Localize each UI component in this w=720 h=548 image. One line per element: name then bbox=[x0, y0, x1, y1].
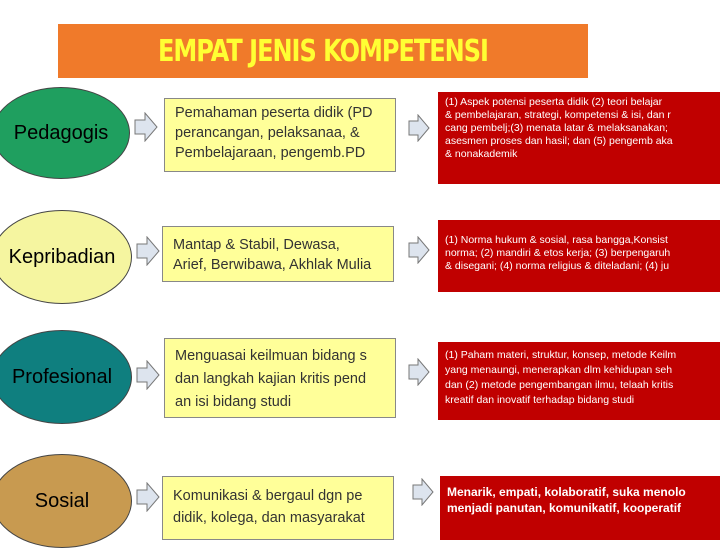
summary-line: perancangan, pelaksanaa, & bbox=[175, 125, 360, 141]
summary-line: Pembelajaraan, pengemb.PD bbox=[175, 145, 366, 161]
detail-line: yang menaungi, menerapkan dlm kehidupan seh bbox=[445, 364, 673, 376]
summary-line: dan langkah kajian kritis pend bbox=[175, 371, 367, 387]
detail-line: (1) Norma hukum & sosial, rasa bangga,Konsist bbox=[445, 234, 668, 246]
slide-title: EMPAT JENIS KOMPETENSI bbox=[158, 33, 488, 69]
detail-box bbox=[440, 476, 720, 540]
detail-line: dan (2) metode pengembangan ilmu, telaah kritis bbox=[445, 379, 674, 391]
category-label: Kepribadian bbox=[8, 245, 116, 268]
detail-line: (1) Paham materi, struktur, konsep, metode Keilm bbox=[445, 349, 677, 361]
summary-box bbox=[162, 226, 394, 282]
summary-box bbox=[162, 476, 394, 540]
summary-line: Mantap & Stabil, Dewasa, bbox=[173, 237, 340, 253]
detail-line: & nonakademik bbox=[445, 148, 518, 160]
detail-line: cang pembelj;(3) menata latar & melaksanakan; bbox=[445, 122, 668, 134]
summary-line: didik, kolega, dan masyarakat bbox=[173, 510, 365, 526]
summary-line: Pemahaman peserta didik (PD bbox=[175, 105, 373, 121]
category-label: Pedagogis bbox=[13, 121, 109, 144]
arrow-right-icon bbox=[134, 112, 158, 142]
arrow-right-icon bbox=[408, 236, 430, 264]
detail-line: menjadi panutan, komunikatif, kooperatif bbox=[447, 501, 682, 515]
summary-box bbox=[164, 98, 396, 172]
detail-box bbox=[438, 342, 720, 420]
category-label: Profesional bbox=[11, 365, 113, 388]
arrow-right-icon bbox=[412, 478, 434, 506]
detail-line: asesmen proses dan hasil; dan (5) pengemb aka bbox=[445, 135, 673, 147]
title-banner bbox=[58, 24, 588, 78]
kepribadian-oval bbox=[0, 210, 132, 304]
detail-box bbox=[438, 92, 720, 184]
detail-box bbox=[438, 220, 720, 292]
category-label: Sosial bbox=[34, 489, 90, 512]
detail-line: norma; (2) mandiri & etos kerja; (3) berpengaruh bbox=[445, 247, 671, 259]
sosial-oval bbox=[0, 454, 132, 548]
pedagogis-oval bbox=[0, 87, 130, 179]
profesional-oval bbox=[0, 330, 132, 424]
arrow-right-icon bbox=[408, 114, 430, 142]
summary-line: Arief, Berwibawa, Akhlak Mulia bbox=[173, 257, 372, 273]
summary-line: Menguasai keilmuan bidang s bbox=[175, 348, 367, 364]
summary-line: Komunikasi & bergaul dgn pe bbox=[173, 488, 363, 504]
arrow-right-icon bbox=[136, 236, 160, 266]
detail-line: (1) Aspek potensi peserta didik (2) teori belajar bbox=[445, 96, 663, 108]
detail-line: kreatif dan inovatif terhadap bidang studi bbox=[445, 394, 635, 406]
summary-line: an isi bidang studi bbox=[175, 394, 292, 410]
arrow-right-icon bbox=[136, 360, 160, 390]
detail-line: & disegani; (4) norma religius & diteladani; (4) ju bbox=[445, 260, 670, 272]
arrow-right-icon bbox=[408, 358, 430, 386]
summary-box bbox=[164, 338, 396, 418]
detail-line: & pembelajaran, strategi, kompetensi & isi, dan r bbox=[445, 109, 671, 121]
detail-line: Menarik, empati, kolaboratif, suka menolo bbox=[447, 485, 686, 499]
arrow-right-icon bbox=[136, 482, 160, 512]
